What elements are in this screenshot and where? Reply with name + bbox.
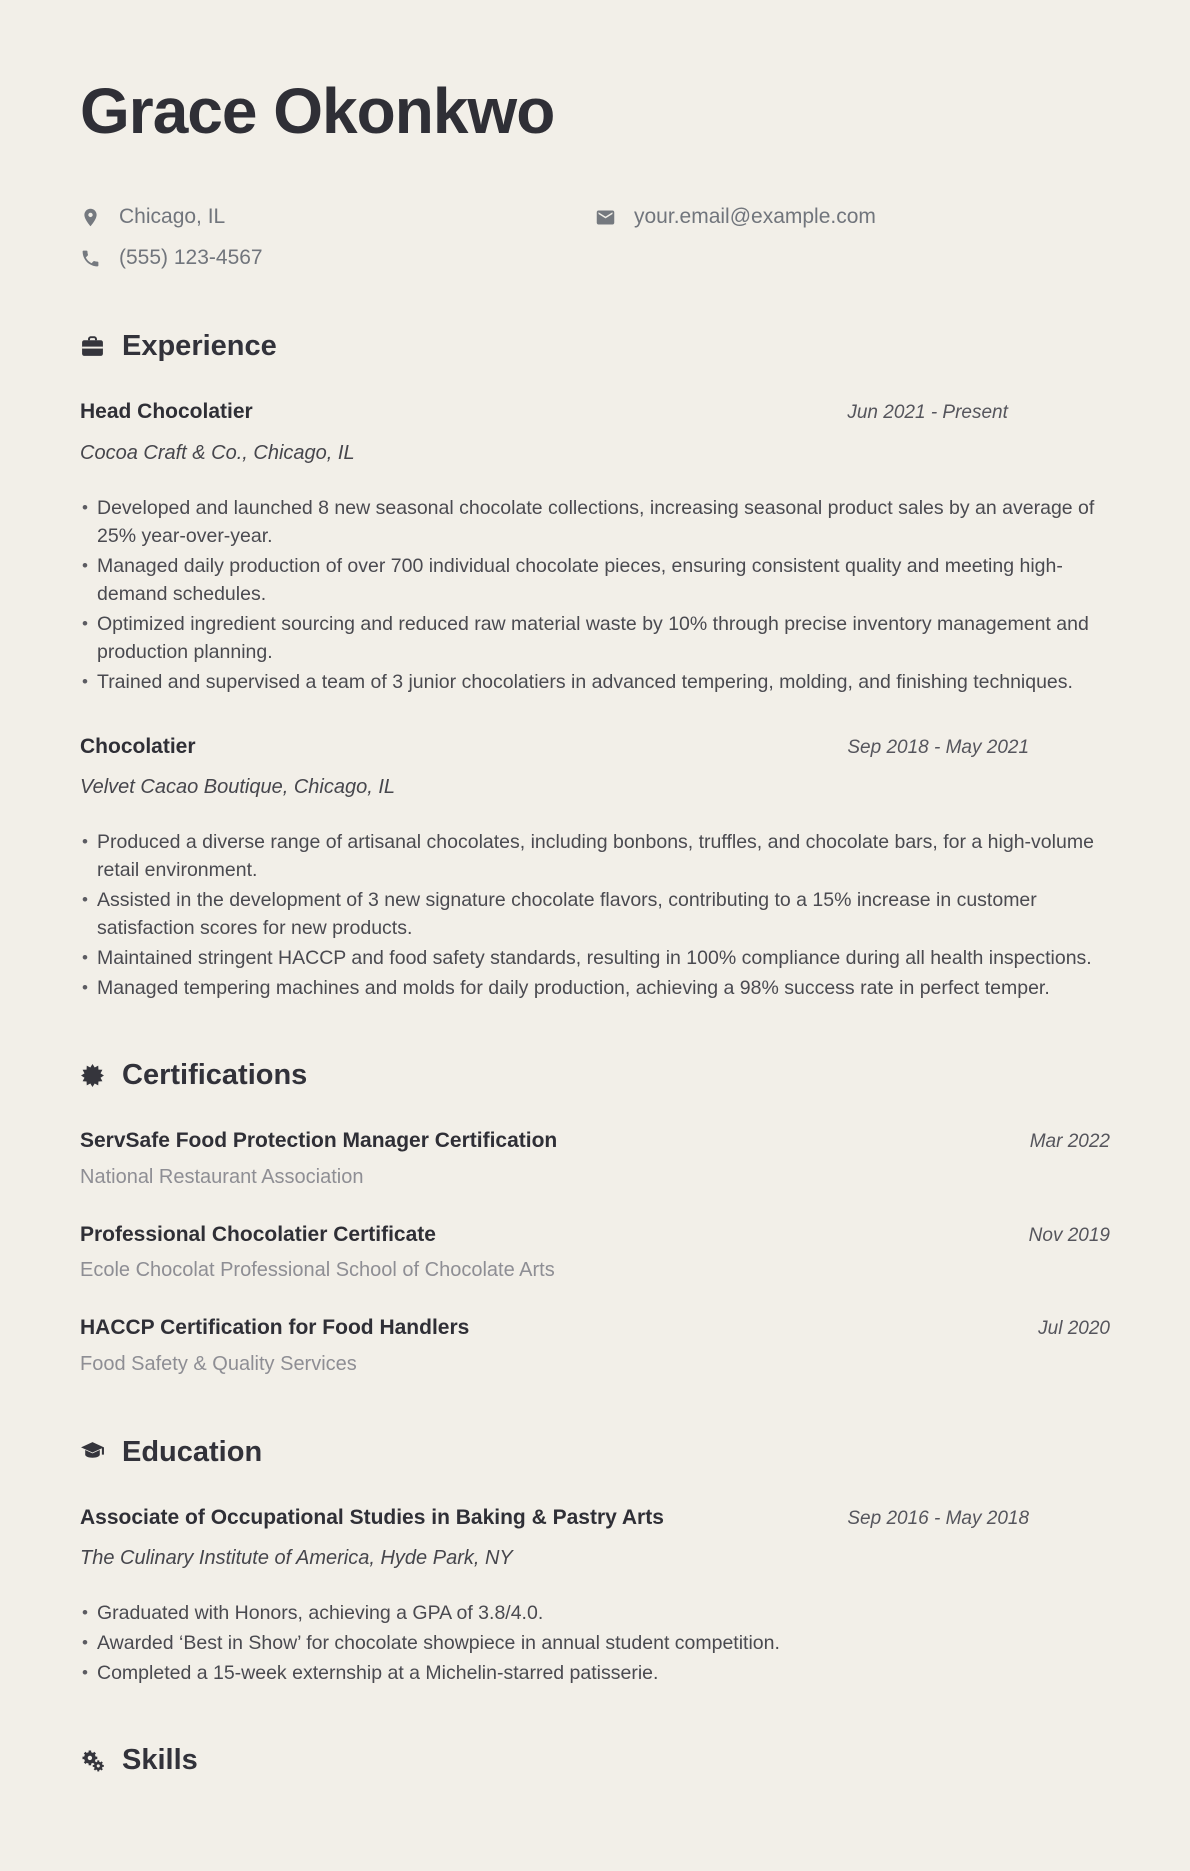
- job-bullet: • Managed daily production of over 700 individual chocolate pieces, ensuring consistent quality and meeting high-demand schedules.: [80, 552, 1110, 608]
- job-bullet: • Developed and launched 8 new seasonal chocolate collections, increasing seasonal product sales by an average of 25% year-over-year.: [80, 494, 1110, 550]
- contact-phone-text: (555) 123-4567: [119, 245, 263, 269]
- education-bullet: • Awarded ‘Best in Show’ for chocolate showpiece in annual student competition.: [80, 1629, 1110, 1657]
- degree-dates: Sep 2016 - May 2018: [847, 1507, 1030, 1529]
- certification-date: Jul 2020: [1038, 1318, 1110, 1340]
- job-dates: Sep 2018 - May 2021: [847, 736, 1030, 758]
- education-entry: [80, 1503, 1110, 1687]
- job-bullet-list: [80, 494, 1110, 696]
- certification-org: National Restaurant Association: [80, 1165, 364, 1188]
- education-bullet: • Graduated with Honors, achieving a GPA of 3.8/4.0.: [80, 1599, 1110, 1627]
- certification-org: Ecole Chocolat Professional School of Chocolate Arts: [80, 1259, 555, 1282]
- contact-email-text: your.email@example.com: [634, 205, 876, 229]
- certification-item: [80, 1126, 1110, 1191]
- gears-icon: [80, 1748, 105, 1773]
- phone-icon: [80, 248, 101, 269]
- page-title: Grace Okonkwo: [80, 75, 555, 147]
- graduation-cap-icon: [80, 1439, 105, 1464]
- job-bullet: • Assisted in the development of 3 new signature chocolate flavors, contributing to a 15% increase in customer satisfaction scores for new products.: [80, 886, 1110, 942]
- certification-date: Nov 2019: [1028, 1224, 1110, 1246]
- job-company: Velvet Cacao Boutique, Chicago, IL: [80, 776, 396, 799]
- section-education: [80, 1431, 1110, 1687]
- job-title: Head Chocolatier: [80, 400, 253, 424]
- certification-title: HACCP Certification for Food Handlers: [80, 1316, 470, 1340]
- job-company: Cocoa Craft & Co., Chicago, IL: [80, 441, 355, 464]
- section-certifications: [80, 1054, 1110, 1378]
- certifications-title: Certifications: [122, 1059, 308, 1092]
- section-experience: [80, 325, 1110, 1002]
- location-pin-icon: [80, 207, 101, 228]
- briefcase-icon: [80, 334, 105, 359]
- education-title: Education: [122, 1435, 263, 1468]
- experience-header: [80, 325, 1110, 367]
- job-title: Chocolatier: [80, 734, 196, 758]
- certification-org: Food Safety & Quality Services: [80, 1352, 357, 1375]
- certification-head: [80, 1220, 1110, 1250]
- education-bullet: • Completed a 15-week externship at a Michelin-starred patisserie.: [80, 1659, 1110, 1687]
- contact-location-text: Chicago, IL: [119, 205, 226, 229]
- job-bullet: • Maintained stringent HACCP and food safety standards, resulting in 100% compliance during all health inspections.: [80, 944, 1110, 972]
- contact-email: [595, 202, 1110, 232]
- experience-entry-head: [80, 732, 1110, 762]
- job-bullet: • Optimized ingredient sourcing and reduced raw material waste by 10% through precise inventory management and production planning.: [80, 610, 1110, 666]
- skills-title: Skills: [122, 1744, 198, 1777]
- job-dates: Jun 2021 - Present: [847, 402, 1008, 424]
- contact-info: [80, 202, 1110, 273]
- job-bullet: • Trained and supervised a team of 3 junior chocolatiers in advanced tempering, molding, and finishing techniques.: [80, 668, 1110, 696]
- certification-head: [80, 1313, 1110, 1343]
- certification-item: [80, 1220, 1110, 1285]
- certifications-header: [80, 1054, 1110, 1096]
- degree-title: Associate of Occupational Studies in Baking & Pastry Arts: [80, 1505, 664, 1529]
- certificate-seal-icon: [80, 1063, 105, 1088]
- contact-phone: [80, 243, 595, 273]
- experience-entry: [80, 397, 1110, 695]
- job-bullet: • Produced a diverse range of artisanal chocolates, including bonbons, truffles, and chocolate bars, for a high-volume retail environment.: [80, 828, 1110, 884]
- certification-head: [80, 1126, 1110, 1156]
- experience-entry-head: [80, 397, 1110, 427]
- section-skills: [80, 1739, 1110, 1781]
- job-bullet: • Managed tempering machines and molds for daily production, achieving a 98% success rate in perfect temper.: [80, 974, 1110, 1002]
- experience-title: Experience: [122, 330, 277, 363]
- skills-header: [80, 1739, 1110, 1781]
- certification-title: Professional Chocolatier Certificate: [80, 1222, 436, 1246]
- envelope-icon: [595, 207, 616, 228]
- school-name: The Culinary Institute of America, Hyde Park, NY: [80, 1547, 513, 1570]
- certification-item: [80, 1313, 1110, 1378]
- certification-title: ServSafe Food Protection Manager Certification: [80, 1129, 558, 1153]
- education-entry-head: [80, 1503, 1110, 1533]
- certification-date: Mar 2022: [1029, 1131, 1110, 1153]
- contact-location: [80, 202, 595, 232]
- education-bullet-list: [80, 1599, 1110, 1687]
- experience-entry: [80, 732, 1110, 1002]
- job-bullet-list: [80, 828, 1110, 1002]
- education-header: [80, 1431, 1110, 1473]
